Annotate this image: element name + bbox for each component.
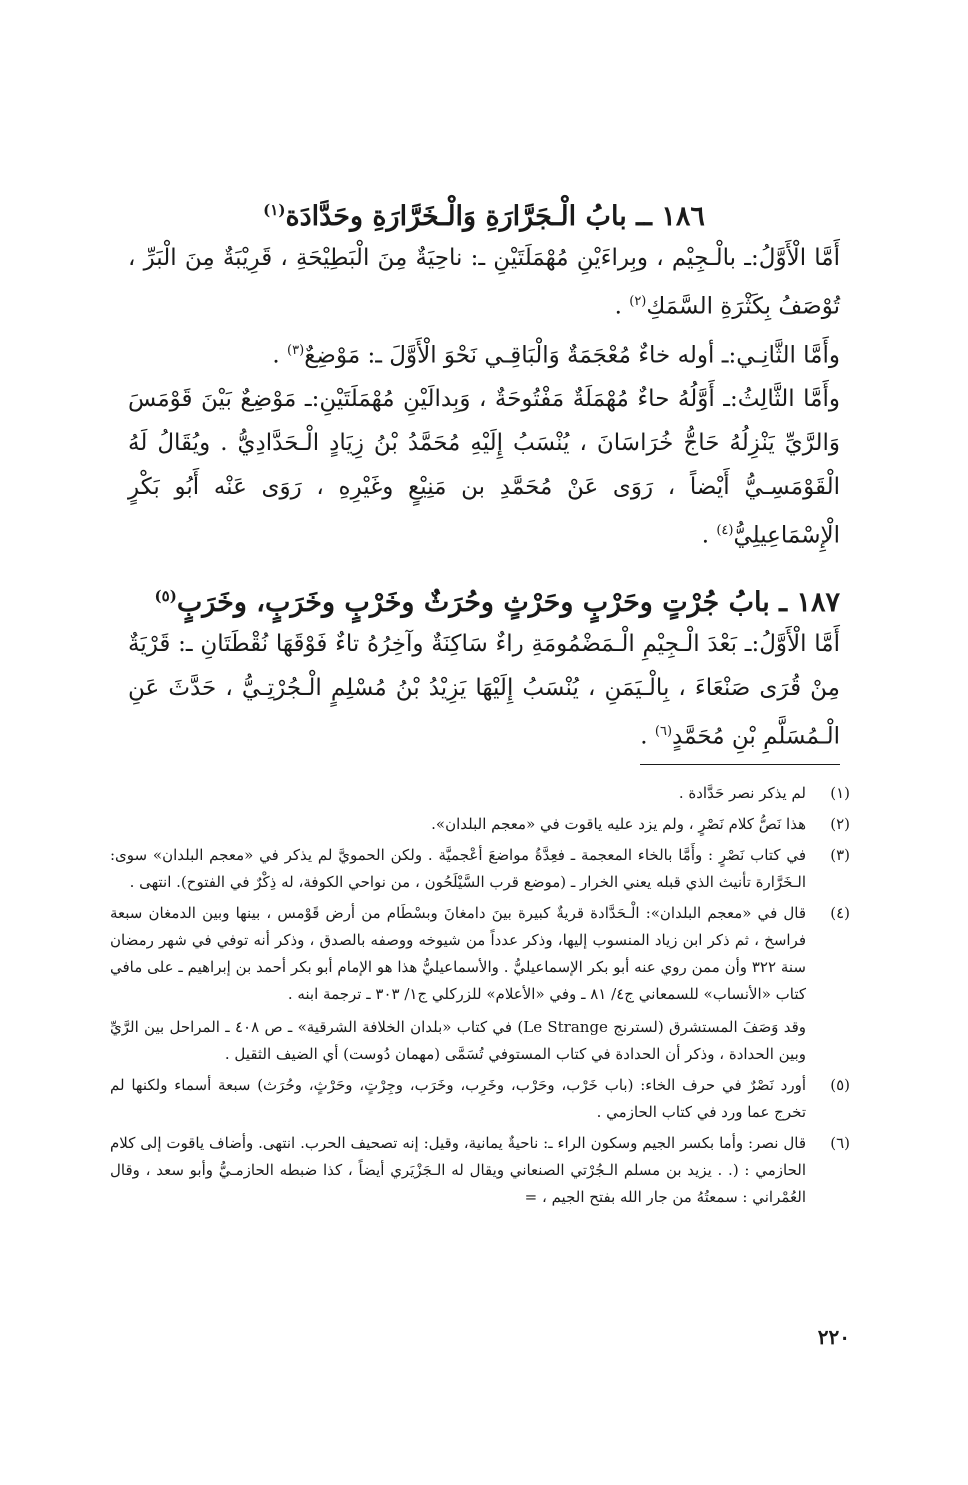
footnote-4 [110, 900, 850, 1068]
page-number: ٢٢٠ [817, 1325, 850, 1349]
footnote-paragraph: لم يذكر نصر حَدَّادة . [678, 784, 806, 802]
footnote-paragraph: قال نصر: وأما بكسر الجيم وسكون الراء ـ: ناحيةٌ يمانية، وقيل: إنه تصحيف الحرب. انتهى. وأضاف ياقوت إلى كلام الحازمي : (. . يزيد بن مسلم الـجُرْتي الصنعاني ويقال له الـجَزْيَري أيضاً ، كذا ضبطه الحازمـيُّ وأبو سعد ، وقال العُمْراني : سمعتُهُ من جار الله بفتح الجيم ، = [110, 1134, 806, 1206]
section-187-heading [128, 576, 840, 623]
footnote-text [110, 842, 806, 896]
footnote-paragraph: في كتاب نَصْرٍ : وأَمَّا بالخاء المعجمة ـ فعِدَّةُ مواضعَ أعْجميَّة . ولكن الحمويَّ لم يذكر في «معجم البلدان» سوى: الـخَرَّارة تأنيث الذي قبله يعني الخرار ـ (موضع قرب السَّيْلَحُون ، من نواحي الكوفة، له ذِكْرٌ في الفتوح). انتهى . [110, 846, 806, 891]
footnote-paragraph: وقد وَصَفَ المستشرق (لسترنج Le Strange) في كتاب «بلدان الخلافة الشرقية» ـ ص ٤٠٨ ـ المراحل بين الرَّيِّ وبين الحدادة ، وذكر أن الحدادة في كتاب المستوفي تُسَمَّى (مهمان دُوست) أي الضيف الثقيل . [110, 1018, 807, 1063]
footnote-text [110, 811, 806, 838]
footnote-3 [110, 842, 850, 896]
section-186-paragraph-1-text: أَمَّا الْأَوَّلُ:ـ بالْـجِيْم ، وبِراءَيْنِ مُهْمَلَتَيْنِ ـ: ناحِيَةٌ مِنَ الْبَطِيْحَةِ ، قَرِيْبَةٌ مِنَ الْبَرِّ ، تُوْصَفُ بِكَثْرَةِ السَّمَكِ [128, 245, 840, 320]
footnote-number: (٢) [830, 815, 850, 833]
footnote-separator [640, 764, 840, 765]
section-186-paragraph-1: أَمَّا الْأَوَّلُ:ـ بالْـجِيْم ، وبِراءَيْنِ مُهْمَلَتَيْنِ ـ: ناحِيَةٌ مِنَ الْبَطِيْحَةِ ، قَرِيْبَةٌ مِنَ الْبَرِّ ، تُوْصَفُ بِكَثْرَةِ السَّمَكِ$^{(٢)}$ . [128, 245, 840, 320]
footnote-number: (١) [830, 784, 850, 802]
footnote-6 [110, 1130, 850, 1211]
section-186-paragraph-2-text: وأَمَّا الثَّانِـي:ـ أوله خاءٌ مُعْجَمَةٌ وَالْبَاقِـي نَحْوَ الْأَوَّلَ ـ: مَوْضِعٌ [304, 342, 840, 369]
section-186-heading-text: ١٨٦ ــ بابُ الْـجَرَّارَةِ وَالْـخَرَّارَةِ وحَدَّادَة [285, 201, 705, 232]
footnote-number: (٥) [830, 1076, 850, 1094]
footnote-number: (٦) [830, 1134, 850, 1152]
section-187-paragraph-1: أَمَّا الْأَوَّلُ:ـ بَعْدَ الْـجِيْمِ الْـمَضْمُومَةِ راءٌ سَاكِنَةٌ وآخِرُهُ تاءٌ فَوْقَهَا نُقْطَتَانِ ـ: قَرْيَةٌ مِنْ قُرَى صَنْعَاءَ ، بِالْـيَمَنِ ، يُنْسَبُ إِلَيْهَا يَزِيْدُ بْنُ مُسْلِمٍ الْـجُرْتِـيُّ ، حَدَّثَ عَنِ الْـمُسَلَّمِ بْنِ مُحَمَّدٍ$^{(٦)}$ . [128, 631, 840, 750]
footnote-text [110, 1130, 806, 1211]
footnote-text [110, 1072, 806, 1126]
section-186-body [128, 236, 840, 558]
footnote-2 [110, 811, 850, 838]
footnote-1 [110, 780, 850, 807]
section-186-heading-footnote-ref: (١) [263, 201, 286, 219]
section-187-heading-text: ١٨٧ ـ بابُ جُرْتٍ وحَرْبٍ وحَرْثٍ وحُرَثٌ وخَرْبٍ وخَرَبٍ، وخَرَبٍ [176, 587, 840, 618]
footnote-number: (٤) [830, 904, 850, 922]
footnotes [110, 780, 850, 1215]
section-186-paragraph-3-footnote-ref: (٤) [716, 523, 734, 539]
section-187-heading-footnote-ref: (٥) [154, 587, 177, 605]
section-187-paragraph-1-footnote-ref: (٦) [654, 724, 673, 739]
section-186-paragraph-1-footnote-ref: (٢) [629, 294, 647, 309]
section-187-body [128, 622, 840, 759]
section-186-paragraph-2-footnote-ref: (٣) [287, 342, 305, 358]
footnote-paragraph: أورد نَصْرٌ في حرف الخاء: (باب خَرْب، وحَرْب، وخَرِب، وخَرَب، وجِرْتٍ، وحَرْثٍ، وحُرَث) سبعة أسماء ولكنها لم تخرج عما ورد في كتاب الحازمي . [110, 1076, 806, 1121]
section-186-heading [128, 190, 840, 237]
footnote-number: (٣) [830, 846, 850, 864]
footnote-paragraph: قال في «معجم البلدان»: الْـحَدَّادة قريةٌ كبيرة بينَ دامغانَ وبسْطَام من أرض قَوْمس ، بينها وبين الدمغان سبعة فراسخ ، ثم ذكر ابن زياد المنسوب إليها، وذكر عدداً من شيوخه ووصفه بالصدق ، وذكر أنه توفي في شهر رمضان سنة ٣٢٢ وأن ممن روي عنه أبو بكر الإسماعيليُّ . والأسماعيليُّ هذا هو الإمام أبو بكر أحمد بن إبراهيم ـ على مافي كتاب «الأنساب» للسمعاني ج٤/ ٨١ ـ وفي «الأعلام» للزركلي ج١/ ٣٠٣ ـ ترجمة ابنه . [110, 904, 806, 1003]
footnote-5 [110, 1072, 850, 1126]
section-187-paragraph-1-text: أَمَّا الْأَوَّلُ:ـ بَعْدَ الْـجِيْمِ الْـمَضْمُومَةِ راءٌ سَاكِنَةٌ وآخِرُهُ تاءٌ فَوْقَهَا نُقْطَتَانِ ـ: قَرْيَةٌ مِنْ قُرَى صَنْعَاءَ ، بِالْـيَمَنِ ، يُنْسَبُ إِلَيْهَا يَزِيْدُ بْنُ مُسْلِمٍ الْـجُرْتِـيُّ ، حَدَّثَ عَنِ الْـمُسَلَّمِ بْنِ مُحَمَّدٍ [128, 631, 840, 750]
section-186-paragraph-3-text: وأَمَّا الثَّالِثُ:ـ أَوَّلُهُ حاءٌ مُهْمَلَةٌ مَفْتُوحَةٌ ، وَبِدالَيْنِ مُهْمَلَتَيْنِ:ـ مَوْضِعٌ بَيْنَ قَوْمَسَ وَالرَّيِّ يَنْزِلُهُ حَاجُّ خُرَاسَانَ ، يُنْسَبُ إِلَيْهِ مُحَمَّدُ بْنُ زِيَادٍ الْـحَدَّادِيُّ . ويُقَالُ لَهُ الْقَوْمَسِـيُّ أَيْضاً ، رَوَى عَنْ مُحَمَّدِ بن مَنِيْعٍ وغَيْرِهِ ، رَوَى عَنْه أَبُو بَكْرٍ الْإِسْمَاعِيلِيُّ [128, 386, 840, 549]
section-186-paragraph-3: وأَمَّا الثَّالِثُ:ـ أَوَّلُهُ حاءٌ مُهْمَلَةٌ مَفْتُوحَةٌ ، وَبِدالَيْنِ مُهْمَلَتَيْنِ:ـ مَوْضِعٌ بَيْنَ قَوْمَسَ وَالرَّيِّ يَنْزِلُهُ حَاجُّ خُرَاسَانَ ، يُنْسَبُ إِلَيْهِ مُحَمَّدُ بْنُ زِيَادٍ الْـحَدَّادِيُّ . ويُقَالُ لَهُ الْقَوْمَسِـيُّ أَيْضاً ، رَوَى عَنْ مُحَمَّدِ بن مَنِيْعٍ وغَيْرِهِ ، رَوَى عَنْه أَبُو بَكْرٍ الْإِسْمَاعِيلِيُّ$^{(٤)}$ . [128, 386, 840, 549]
footnote-text [110, 900, 806, 1068]
footnote-paragraph: هذا نَصُّ كلام نَصْرٍ ، ولم يزد عليه ياقوت في «معجم البلدان». [431, 815, 806, 833]
footnote-text [110, 780, 806, 807]
section-186-paragraph-2: وأَمَّا الثَّانِـي:ـ أوله خاءٌ مُعْجَمَةٌ وَالْبَاقِـي نَحْوَ الْأَوَّلَ ـ: مَوْضِعٌ$^{(٣)}$ . [272, 342, 840, 369]
